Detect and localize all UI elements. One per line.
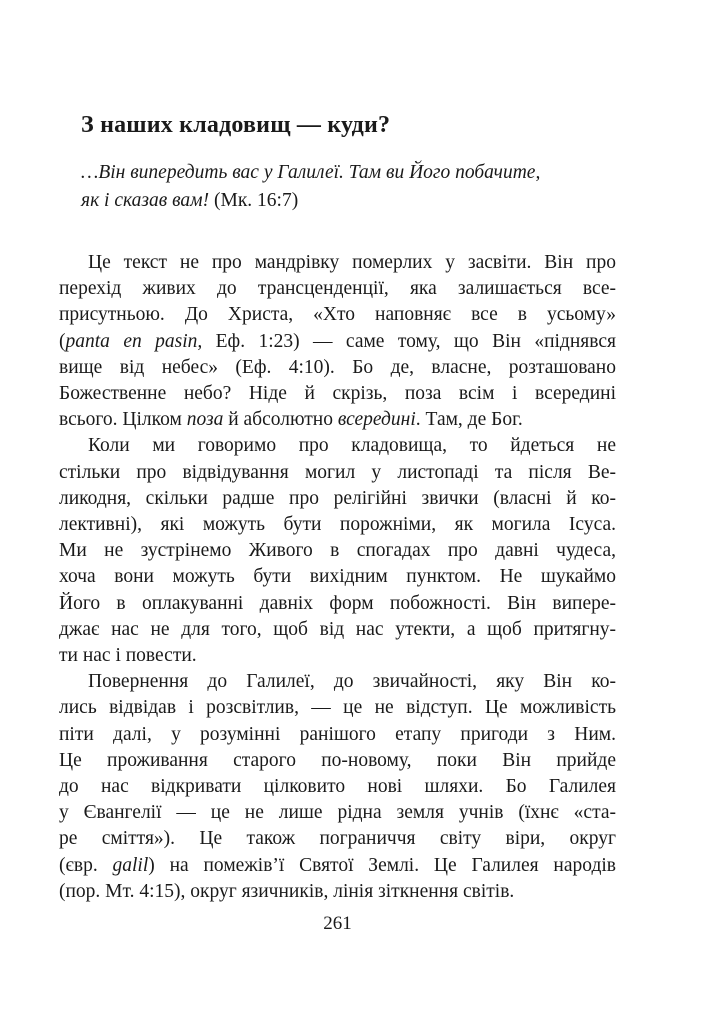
text-segment: лективні), які можуть бути порожніми, як могила Ісуса. <box>59 514 616 536</box>
text-line <box>59 853 616 879</box>
text-line <box>59 460 616 486</box>
text-segment: як і сказав вам! <box>81 190 214 211</box>
text-segment: всього. Цілком <box>59 409 187 431</box>
text-segment: ре сміття»). Це також пограниччя світу віри, округ <box>59 828 616 850</box>
text-line <box>59 748 616 774</box>
text-line <box>59 381 616 407</box>
text-segment: Еф. 1:23) — саме тому, що Він «піднявся <box>202 330 616 352</box>
text-line <box>59 276 616 302</box>
text-line <box>59 486 616 512</box>
text-line <box>59 826 616 852</box>
text-segment: джає нас не для того, щоб від нас утекти, а щоб притягну- <box>59 618 616 640</box>
text-line <box>59 250 616 276</box>
text-segment: ( <box>59 330 66 352</box>
body-text <box>59 250 616 905</box>
text-segment: (євр. <box>59 854 113 876</box>
text-segment: вище від небес» (Еф. 4:10). Бо де, власне, розташовано <box>59 356 616 378</box>
text-line <box>59 355 616 381</box>
text-line <box>59 800 616 826</box>
text-line <box>59 538 616 564</box>
text-line <box>59 722 616 748</box>
text-segment: Це проживання старого по-новому, поки Він прийде <box>59 749 616 771</box>
page-number: 261 <box>323 913 352 934</box>
text-segment: піти далі, у розумінні ранішого етапу пригоди з Ним. <box>59 723 616 745</box>
text-segment: Коли ми говоримо про кладовища, то йдеться не <box>88 435 616 457</box>
text-segment: . Там, де Бог. <box>415 409 523 431</box>
text-line <box>59 433 616 459</box>
text-segment: й абсолютно <box>223 409 338 431</box>
text-line <box>59 879 616 905</box>
text-segment: хоча вони можуть бути вихідним пунктом. Не шукаймо <box>59 566 616 588</box>
text-line <box>59 512 616 538</box>
text-segment: стільки про відвідування могил у листопаді та після Ве- <box>59 461 616 483</box>
text-segment: поза <box>186 409 224 431</box>
epigraph <box>59 159 616 215</box>
text-line <box>59 643 616 669</box>
text-segment: (пор. Мт. 4:15), округ язичників, лінія зіткнення світів. <box>59 880 515 902</box>
text-segment: ликодня, скільки радше про релігійні звички (власні й ко- <box>59 487 616 509</box>
text-segment: Його в оплакуванні давніх форм побожності. Він випере- <box>59 592 616 614</box>
text-line <box>59 669 616 695</box>
text-segment: ) на помежів’ї Святої Землі. Це Галилея народів <box>148 854 616 876</box>
text-line <box>59 591 616 617</box>
text-line <box>59 774 616 800</box>
text-line <box>59 617 616 643</box>
text-segment: Ми не зустрінемо Живого в спогадах про давні чудеса, <box>59 540 616 562</box>
text-segment: лись відвідав і розсвітлив, — це не відступ. Це можливість <box>59 697 616 719</box>
text-line <box>59 302 616 328</box>
text-segment: panta en pasin, <box>65 330 203 352</box>
text-segment: у Євангелії — це не лише рідна земля учнів (їхнє «ста- <box>59 802 616 824</box>
text-line <box>59 407 616 433</box>
paragraph <box>59 250 616 433</box>
text-line <box>59 695 616 721</box>
text-line <box>59 329 616 355</box>
text-segment: …Він випередить вас у Галилеї. Там ви Його побачите, <box>81 162 541 183</box>
text-segment: Божественне небо? Ніде й скрізь, поза всім і всередині <box>59 383 616 405</box>
text-segment: Це текст не про мандрівку померлих у засвіти. Він про <box>88 252 616 273</box>
text-line <box>59 564 616 590</box>
paragraph <box>59 433 616 669</box>
text-segment: до нас відкривати цілковито нові шляхи. Бо Галилея <box>59 776 616 798</box>
text-segment: присутньою. До Христа, «Хто наповняє все в усьому» <box>59 304 616 326</box>
epigraph-line <box>81 159 616 187</box>
text-segment: всередині <box>337 409 416 431</box>
text-segment: galil <box>112 854 149 876</box>
epigraph-line <box>81 187 616 215</box>
text-segment: ти нас і повести. <box>59 645 197 667</box>
text-segment: перехід живих до трансценденції, яка залишається все- <box>59 278 616 300</box>
text-segment: Повернення до Галилеї, до звичайності, яку Він ко- <box>88 671 616 693</box>
paragraph <box>59 669 616 905</box>
chapter-title: З наших кладовищ — куди? <box>81 112 391 138</box>
text-segment: (Мк. 16:7) <box>214 190 299 211</box>
